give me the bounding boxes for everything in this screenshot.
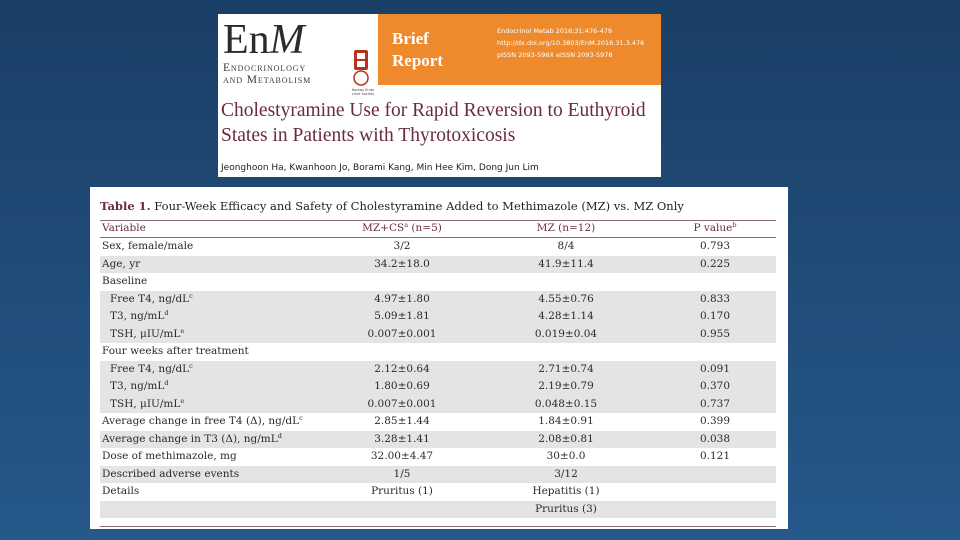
cell-variable: Free T4, $ng/dL^c$ [110,291,193,305]
table-row [100,256,776,274]
table-row [100,326,776,344]
cell-variable: Details [102,485,140,497]
table-row [100,448,776,466]
cell-p-value: 0.038 [699,432,731,445]
logo-line-2: and Metabolism [223,74,312,86]
header-p-value: P value$^b$ [693,221,737,234]
cell-variable: Baseline [102,275,148,287]
cell-p-value: 0.370 [699,380,731,392]
cell-mz: 0.048±0.15 [534,397,598,410]
article-type: Brief Report [392,29,443,70]
cell-mz: 0.019±0.04 [534,327,598,340]
cell-variable: Free T4, $ng/dL^c$ [110,361,193,375]
cell-p-value: 0.793 [699,240,731,252]
cell-mz-cs: 1/5 [393,467,411,480]
cell-p-value: 0.955 [699,327,731,340]
cell-mz-cs: 3/2 [393,240,411,252]
cell-mz: 4.55±0.76 [538,292,594,305]
table-row [100,291,776,309]
cell-mz: 2.71±0.74 [538,362,594,375]
journal-metadata [497,25,644,61]
cell-variable: Average change in free T4 (Δ), $ng/dL^c$ [102,414,303,427]
cell-variable: TSH, μIU/$mL^e$ [110,396,185,410]
cell-variable: Sex, female/male [102,240,194,252]
journal-logo [223,18,343,98]
header-variable: Variable [102,222,146,234]
table-row [100,396,776,414]
cell-variable: T3, $ng/mL^d$ [110,309,169,322]
header-mz: MZ (n=12) [536,222,596,234]
brief-report-band [378,14,661,85]
cell-p-value: 0.170 [699,310,731,322]
cell-mz-cs: 4.97±1.80 [374,292,430,305]
table-rule-bottom [100,526,776,527]
cell-mz-cs: 2.12±0.64 [374,362,430,375]
cell-mz: 41.9±11.4 [538,257,594,270]
cell-p-value: 0.225 [699,257,731,270]
cell-mz-cs: Pruritus (1) [371,485,433,497]
cell-p-value: 0.833 [699,292,731,305]
table-caption: Table 1. Four-Week Efficacy and Safety of Cholestyramine Added to Methimazole (MZ) vs. MZ Only [100,199,684,213]
table-row [100,343,776,361]
cell-p-value: 0.091 [699,362,731,375]
cell-variable: Average change in T3 (Δ), $ng/mL^d$ [102,431,282,445]
table-row [100,361,776,379]
table-row [100,466,776,484]
cell-variable: T3, $ng/mL^d$ [110,379,169,392]
cell-variable: Described adverse events [102,467,240,480]
journal-citation: Endocrinol Metab 2016;31:476-479 [497,27,613,35]
table-row [100,308,776,326]
header-mz-cs: $MZ+CS^a$ (n=5) [362,221,442,234]
cell-mz-cs: 5.09±1.81 [374,310,430,322]
logo-line-1: Endocrinology [223,62,307,74]
society-seal-icon [349,48,373,88]
article-authors: Jeonghoon Ha, Kwanhoon Jo, Borami Kang, Min Hee Kim, Dong Jun Lim [221,163,539,173]
cell-mz-cs: 0.007±0.001 [367,327,437,340]
table-row [100,501,776,519]
cell-mz-cs: 2.85±1.44 [374,415,430,427]
cell-p-value: 0.399 [699,415,731,427]
cell-variable: Dose of methimazole, mg [102,450,237,462]
results-table-card [90,187,788,529]
cell-p-value: 0.737 [699,397,731,410]
cell-mz: Hepatitis (1) [532,485,600,497]
table-row [100,431,776,449]
cell-mz: 2.19±0.79 [538,380,594,392]
cell-variable: Age, yr [102,257,141,270]
cell-mz: Pruritus (3) [535,502,597,515]
journal-issn: pISSN 2093-596X eISSN 2093-5978 [497,51,613,59]
article-title: Cholestyramine Use for Rapid Reversion to Euthyroid States in Patients with Thyrotoxicosis [221,100,646,146]
table-row [100,413,776,431]
cell-mz-cs: 0.007±0.001 [367,397,437,410]
cell-mz-cs: 34.2±18.0 [374,257,430,270]
journal-doi: http://dx.doi.org/10.3803/EnM.2016.31.3.476 [497,39,645,47]
cell-variable: Four weeks after treatment [102,345,249,357]
cell-mz: 8/4 [557,240,575,252]
cell-variable: TSH, μIU/$mL^e$ [110,326,185,340]
cell-mz-cs: 3.28±1.41 [374,432,430,445]
table-row [100,238,776,256]
table-row [100,378,776,396]
logo-mark: EnM [223,17,305,63]
cell-mz: 2.08±0.81 [538,432,594,445]
table-row [100,273,776,291]
society-seal-label: Korean Endo crine Society [351,88,375,96]
article-header-card [218,14,661,177]
cell-mz: 3/12 [554,467,578,480]
cell-mz: 1.84±0.91 [538,415,594,427]
cell-mz-cs: 1.80±0.69 [374,380,430,392]
cell-p-value: 0.121 [699,450,731,462]
cell-mz: 4.28±1.14 [538,310,594,322]
table-header-row [100,222,776,237]
cell-mz: 30±0.0 [546,450,586,462]
table-row [100,483,776,501]
cell-mz-cs: 32.00±4.47 [370,450,434,462]
table-rule-top [100,220,776,221]
